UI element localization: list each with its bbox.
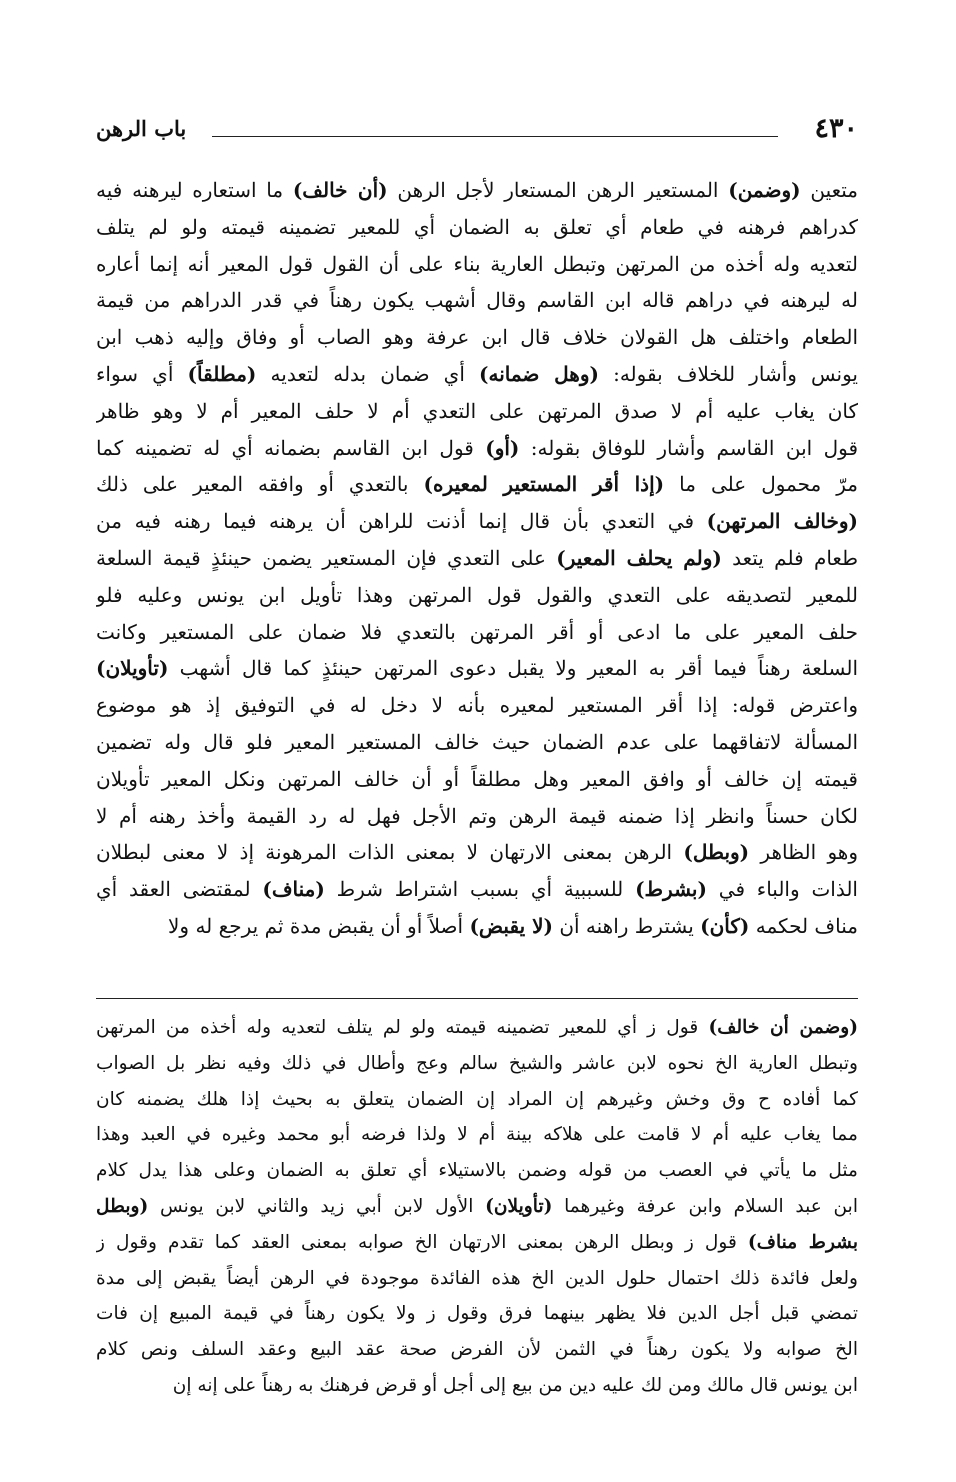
main-text-line bbox=[96, 393, 858, 430]
bold-text-segment: (وبطل) bbox=[683, 840, 750, 865]
main-text-line bbox=[96, 761, 858, 798]
footnote-line bbox=[96, 1225, 858, 1261]
bold-text-segment: (ولم يحلف المعير) bbox=[556, 545, 722, 570]
text-segment: واعترض قوله: إذا أقر المستعير لمعيره بأنه لا دخل له في التوفيق إذ هو موضوع bbox=[96, 693, 858, 718]
text-segment: له ليرهنه في دراهم قاله ابن القاسم وقال أشهب يكون رهناً في قدر الدراهم من قيمة bbox=[96, 288, 858, 313]
text-segment: المسألة لاتفاقهما على عدم الضمان حيث خالف المستعير المعير فلو قال وله تضمين bbox=[96, 729, 858, 754]
text-segment: مثل ما يأتي في العصب من قوله وضمن بالاستيلاء أي تعلق به الضمان وعلى هذا يدل كلام bbox=[96, 1160, 858, 1182]
text-segment: طعام فلم يتعد bbox=[721, 545, 858, 570]
text-segment: حلف المعير على ما ادعى أو أقر المرتهن بالتعدي فلا ضمان على المستعير وكانت bbox=[96, 619, 858, 644]
footnote-line bbox=[96, 1332, 858, 1368]
bold-text-segment: (وهل ضمانه) bbox=[479, 361, 599, 386]
bold-text-segment: (كأن) bbox=[700, 913, 750, 938]
footnote-line bbox=[96, 1261, 858, 1297]
bold-text-segment: (أو) bbox=[485, 435, 520, 460]
header-rule bbox=[212, 136, 778, 137]
footnotes bbox=[96, 1010, 858, 1404]
bold-text-segment: (لا يقبض) bbox=[469, 913, 553, 938]
bold-text-segment: (أن خالف) bbox=[292, 178, 388, 202]
footnote-separator bbox=[96, 998, 858, 999]
footnote-line bbox=[96, 1117, 858, 1153]
text-segment: الطعام واختلف هل القولان خلاف قال ابن عرفة وهو الصاب أو وفاق وإليه ذهب ابن bbox=[96, 325, 858, 350]
text-segment: لتعديه وله أخذه من المرتهن وتبطل العارية بناء على أن القول قول المعير أنه إنما أعاره bbox=[96, 251, 858, 276]
text-segment: ولعل فائدة ذلك احتمال حلول الدين الخ هذه الفائدة موجودة في الرهن أيضاً يقبض إلى مدة bbox=[96, 1267, 858, 1289]
text-segment: يشترط راهنه أن bbox=[552, 913, 701, 938]
bold-text-segment: بشرط مناف) bbox=[747, 1231, 858, 1253]
text-segment: ابن عبد السلام وابن عرفة وغيرهما bbox=[552, 1195, 858, 1217]
bold-text-segment: (مناف) bbox=[262, 877, 325, 902]
text-segment: في التعدي بأن قال إنما أذنت للراهن أن يرهنه فيما رهنه فيه من bbox=[96, 509, 707, 534]
main-text-line bbox=[96, 834, 858, 871]
bold-text-segment: (تأويلان) bbox=[96, 656, 169, 681]
text-segment: الأول لابن أبي زيد والثاني لابن يونس bbox=[148, 1195, 486, 1217]
footnote-line bbox=[96, 1296, 858, 1332]
text-segment: تمضي قبل أجل الدين فلا يظهر بينهما فرق وقول ز ولا يكون رهناً في قيمة المبيع إن فات bbox=[96, 1303, 858, 1325]
text-segment: الخ صوابه ولا يكون رهناً في الثمن لأن الفرض صحة عقد البيع وعقد السلف ونص كلام bbox=[96, 1339, 858, 1361]
text-segment: الذات والباء في bbox=[706, 877, 858, 902]
bold-text-segment: (وضمن) bbox=[728, 178, 801, 202]
text-segment: مناف لحكمه bbox=[749, 913, 858, 938]
text-segment: متعين bbox=[800, 178, 858, 202]
footnote-line bbox=[96, 1368, 858, 1404]
page-header bbox=[96, 112, 860, 152]
text-segment: للسببية أي بسبب اشتراط شرط bbox=[324, 877, 636, 902]
text-segment: قيمته إن خالف أو وافق المعير وهل مطلقاً أو أن خالف المرتهن ونكل المعير تأويلان bbox=[96, 766, 858, 791]
main-text-line bbox=[96, 466, 858, 503]
text-segment: بالتعدي أو وافقه المعير على ذلك bbox=[96, 472, 424, 497]
main-text-line bbox=[96, 798, 858, 835]
main-text-line bbox=[96, 282, 858, 319]
text-segment: يونس وأشار للخلاف بقوله: bbox=[598, 361, 858, 386]
main-text-line bbox=[96, 356, 858, 393]
bold-text-segment: (إذا أقر المستعير لمعيره) bbox=[423, 472, 665, 497]
footnote-line bbox=[96, 1046, 858, 1082]
main-text-line bbox=[96, 577, 858, 614]
main-text-line bbox=[96, 209, 858, 246]
text-segment: كان يغاب عليه أم لا صدق المرتهن على التعدي أم لا حلف المعير أم لا وهو ظاهر bbox=[96, 398, 858, 423]
text-segment: قول ابن القاسم بضمانه أي له تضمينه كما bbox=[96, 435, 486, 460]
chapter-title: باب الرهن bbox=[96, 116, 187, 141]
text-segment: لكان حسناً وانظر إذا ضمنه قيمة الرهن وتم الأجل فهل له رد القيمة وأخذ رهنه أم لا bbox=[96, 803, 858, 828]
main-text-line bbox=[96, 430, 858, 467]
main-text-line bbox=[96, 614, 858, 651]
text-segment: مما يغاب عليه أم لا قامت على هلاكه بينة أم لا ولذا فرضه أبو محمد وغيره في العبد وهذا bbox=[96, 1124, 858, 1146]
bold-text-segment: (تأويلان) bbox=[485, 1195, 553, 1217]
text-segment: المستعير الرهن المستعار لأجل الرهن bbox=[387, 178, 729, 202]
main-text-line bbox=[96, 908, 858, 945]
main-text-line bbox=[96, 172, 858, 209]
text-segment: قول ز أي للمعير تضمينه قيمته ولو لم يتلف لتعديه وله أخذه من المرتهن bbox=[96, 1017, 709, 1038]
text-segment: السلعة رهناً فيما أقر به المعير ولا يقبل دعوى المرتهن حينئذٍ كما قال أشهب bbox=[168, 656, 858, 681]
page-number: ٤٣٠ bbox=[814, 113, 858, 144]
text-segment: أي سواء bbox=[96, 361, 188, 386]
text-segment: وتبطل العارية الخ نحوه لابن عاشر والشيخ سالم وعج وأطال في ذلك وفيه نظر بل الصواب bbox=[96, 1052, 858, 1074]
footnote-line bbox=[96, 1010, 858, 1046]
main-text-line bbox=[96, 540, 858, 577]
main-text-line bbox=[96, 503, 858, 540]
main-text-line bbox=[96, 650, 858, 687]
footnote-line bbox=[96, 1153, 858, 1189]
main-text-line bbox=[96, 246, 858, 283]
text-segment: وهو الظاهر bbox=[749, 840, 858, 865]
text-segment: الرهن بمعنى الارتهان لا بمعنى الذات المرهونة إذ لا معنى لبطلان bbox=[96, 840, 684, 865]
bold-text-segment: (بشرط) bbox=[635, 877, 707, 902]
bold-text-segment: (وخالف المرتهن) bbox=[706, 509, 858, 534]
text-segment: للمعير لتصديقه على التعدي والقول قول المرتهن وهذا تأويل ابن يونس وعليه فلو bbox=[96, 582, 858, 607]
main-text bbox=[96, 172, 858, 945]
text-segment: أي ضمان بدله لتعديه bbox=[256, 361, 480, 386]
text-segment: كما أفاده ح وق وخش وغيرهم إن المراد إن الضمان يتعلق به بحيث إذا هلك يضمنه كان bbox=[96, 1088, 858, 1110]
main-text-line bbox=[96, 871, 858, 908]
text-segment: لمقتضى العقد أي bbox=[96, 877, 263, 902]
text-segment: أصلاً أو أن يقبض مدة ثم يرجع له ولا bbox=[168, 913, 470, 938]
main-text-line bbox=[96, 724, 858, 761]
bold-text-segment: (مطلقاً) bbox=[187, 361, 257, 386]
text-segment: على التعدي فإن المستعير يضمن حينئذٍ قيمة السلعة bbox=[96, 545, 557, 570]
footnote-line bbox=[96, 1082, 858, 1118]
footnote-line bbox=[96, 1189, 858, 1225]
main-text-line bbox=[96, 319, 858, 356]
text-segment: ابن يونس قال مالك ومن لك عليه دين من بيع إلى أجل أو قرض فرهنك به رهناً على إنه إن bbox=[172, 1374, 858, 1396]
bold-text-segment: (وضمن أن خالف) bbox=[708, 1017, 858, 1038]
text-segment: قول ابن القاسم وأشار للوفاق بقوله: bbox=[519, 435, 858, 460]
main-text-line bbox=[96, 687, 858, 724]
text-segment: قول ز وبطل الرهن بمعنى الارتهان الخ صوابه بمعنى العقد كما تقدم وقول ز bbox=[96, 1231, 748, 1253]
text-segment: مرّ محمول على ما bbox=[664, 472, 858, 497]
text-segment: ما استعاره ليرهنه فيه bbox=[96, 178, 293, 202]
text-segment: كدراهم فرهنه في طعام أي تعلق به الضمان أي للمعير تضمينه قيمته ولو لم يتلف bbox=[96, 214, 858, 239]
bold-text-segment: (وبطل bbox=[96, 1195, 149, 1217]
